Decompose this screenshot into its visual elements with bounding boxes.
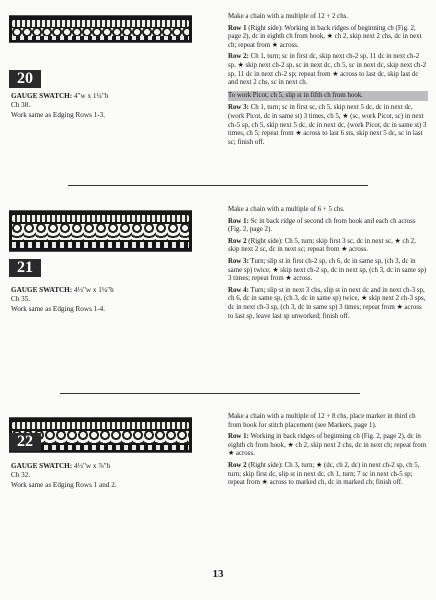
gauge-chain: Ch 32. bbox=[11, 471, 31, 480]
lace-row bbox=[12, 422, 189, 429]
row-label: Row 1: bbox=[228, 433, 249, 441]
row-label: Row 2 bbox=[228, 461, 247, 469]
lace-row bbox=[12, 28, 189, 36]
row-text: Sc in back ridge of second ch from hook and each ch across (Fig. 2, page 2). bbox=[228, 217, 416, 234]
instructions bbox=[228, 413, 428, 491]
row-label: Row 3: bbox=[228, 104, 249, 112]
gauge-info bbox=[11, 462, 196, 490]
gauge-note: Work same as Edging Rows 1-3. bbox=[11, 110, 106, 119]
lace-row bbox=[12, 215, 189, 222]
pattern-number: 21 bbox=[9, 259, 41, 277]
row-instruction bbox=[228, 53, 428, 87]
row-text: (Right side): Ch 5, turn; skip first 3 sc, dc in next sc, ★ ch 2, skip next 2 sc, dc in next sc; repeat from ★ across. bbox=[228, 237, 416, 254]
row-label: Row 1 bbox=[228, 24, 247, 32]
gauge-info bbox=[11, 92, 196, 120]
row-text: To work Picot, ch 5, slip st in fifth ch from hook. bbox=[228, 91, 364, 99]
lace-swatch-image bbox=[9, 15, 192, 43]
lace-row bbox=[12, 20, 189, 27]
row-instruction bbox=[228, 433, 428, 459]
gauge-info bbox=[11, 286, 196, 314]
row-label: Row 2 bbox=[228, 237, 247, 245]
pattern-number: 22 bbox=[9, 433, 41, 451]
gauge-chain: Ch 38. bbox=[11, 101, 31, 110]
row-label: Row 1: bbox=[228, 217, 249, 225]
lace-row bbox=[12, 36, 189, 40]
gauge-chain: Ch 35. bbox=[11, 295, 31, 304]
row-instruction bbox=[228, 258, 428, 284]
gauge-value: 4½"w x ⅞"h bbox=[73, 462, 111, 470]
row-instruction bbox=[228, 104, 428, 147]
row-text: Ch 1, turn; sc in first sc, ch 5, skip next 5 dc, dc in next dc, (work Picot, dc in same st) 3 times, ch 5, ★ (sc, work Picot, sc) in next ch-5 sp, ch 5, skip next 5 dc, dc in next dc, (work Picot, dc in same st) 3 times, ch 5; repeat from ★ across to last 6 sts, skip next 5 dc, sc in last sc; finish off. bbox=[228, 104, 427, 146]
row-instruction bbox=[228, 462, 428, 488]
row-label: Row 2: bbox=[228, 53, 249, 61]
lace-swatch-image bbox=[9, 210, 192, 252]
pattern-number: 20 bbox=[9, 70, 41, 88]
picot-note bbox=[228, 91, 428, 102]
lace-row bbox=[12, 224, 189, 240]
row-instruction bbox=[228, 238, 428, 255]
row-instruction bbox=[228, 218, 428, 235]
row-label: Row 3: bbox=[228, 257, 249, 265]
row-instruction bbox=[228, 25, 428, 51]
gauge-value: 4"w x 1¼"h bbox=[73, 92, 109, 100]
row-text: Turn; slip st in next 3 chs, slip st in next dc and in next ch-3 sp, ch 6, dc in same sp, (ch 3, dc in same sp) twice, ★ skip next 2 ch-3 sps, dc in next ch-3 sp, (ch 3, dc in same sp) 3 times; repeat from ★ across to last sp, leave last sp unworked; finish off. bbox=[228, 286, 426, 320]
section-divider bbox=[60, 393, 360, 394]
gauge-label: GAUGE SWATCH: bbox=[11, 462, 73, 470]
row-text: Turn; slip st in first ch-2 sp, ch 6, dc in same sp, (ch 3, dc in same sp) twice, ★ skip next ch-2 sp, dc in next sp, (ch 3, dc in same sp) 3 times; repeat from ★ across. bbox=[228, 257, 427, 283]
row-text: Working in back ridges of beginning ch (Fig. 2, page 2), dc in eighth ch from hook, ★ ch 2, skip next 2 chs, dc in next ch; repeat from ★ across. bbox=[228, 433, 427, 458]
row-text: (Right side): Working in back ridges of beginning ch (Fig. 2, page 2), dc in eighth ch from hook, ★ ch 2, skip next 2 chs, dc in next ch; repeat from ★ across. bbox=[228, 24, 422, 49]
instructions bbox=[228, 206, 428, 324]
row-text: Ch 1, turn; sc in first dc, skip next ch-2 sp, 11 dc in next ch-2 sp, ★ skip next ch-2 sp, sc in next dc, ch 5, sc in next dc, skip next ch-2 sp, 11 dc in next ch-2 sp; repeat from ★ across to last dc, skip last dc and next 2 chs, sc in next ch. bbox=[228, 53, 427, 87]
section-divider bbox=[68, 185, 368, 186]
instructions bbox=[228, 13, 428, 150]
gauge-note: Work same as Edging Rows 1-4. bbox=[11, 304, 106, 313]
row-instruction bbox=[228, 287, 428, 321]
gauge-label: GAUGE SWATCH: bbox=[11, 286, 73, 294]
intro-text: Make a chain with a multiple of 6 + 5 chs. bbox=[228, 206, 345, 213]
gauge-label: GAUGE SWATCH: bbox=[11, 92, 73, 100]
gauge-note: Work same as Edging Rows 1 and 2. bbox=[11, 480, 117, 489]
gauge-value: 4½"w x 1¼"h bbox=[73, 286, 114, 294]
intro-text: Make a chain with a multiple of 12 + 8 chs, place marker in third ch from hook for stitch placement (see Markers, page 1). bbox=[228, 413, 416, 429]
row-text: (Right side): Ch 3, turn; ★ (dc, ch 2, dc) in next ch-2 sp, ch 5, turn; skip first dc, slip st in next dc, ch 1, turn; 7 sc in next ch-5 sp; repeat from ★ across to marked ch, dc in marked ch; finish off. bbox=[228, 461, 420, 487]
intro-text: Make a chain with a multiple of 12 + 2 chs. bbox=[228, 13, 349, 20]
page-number: 13 bbox=[212, 568, 224, 580]
row-label: Row 4: bbox=[228, 286, 249, 294]
lace-row bbox=[12, 242, 189, 248]
